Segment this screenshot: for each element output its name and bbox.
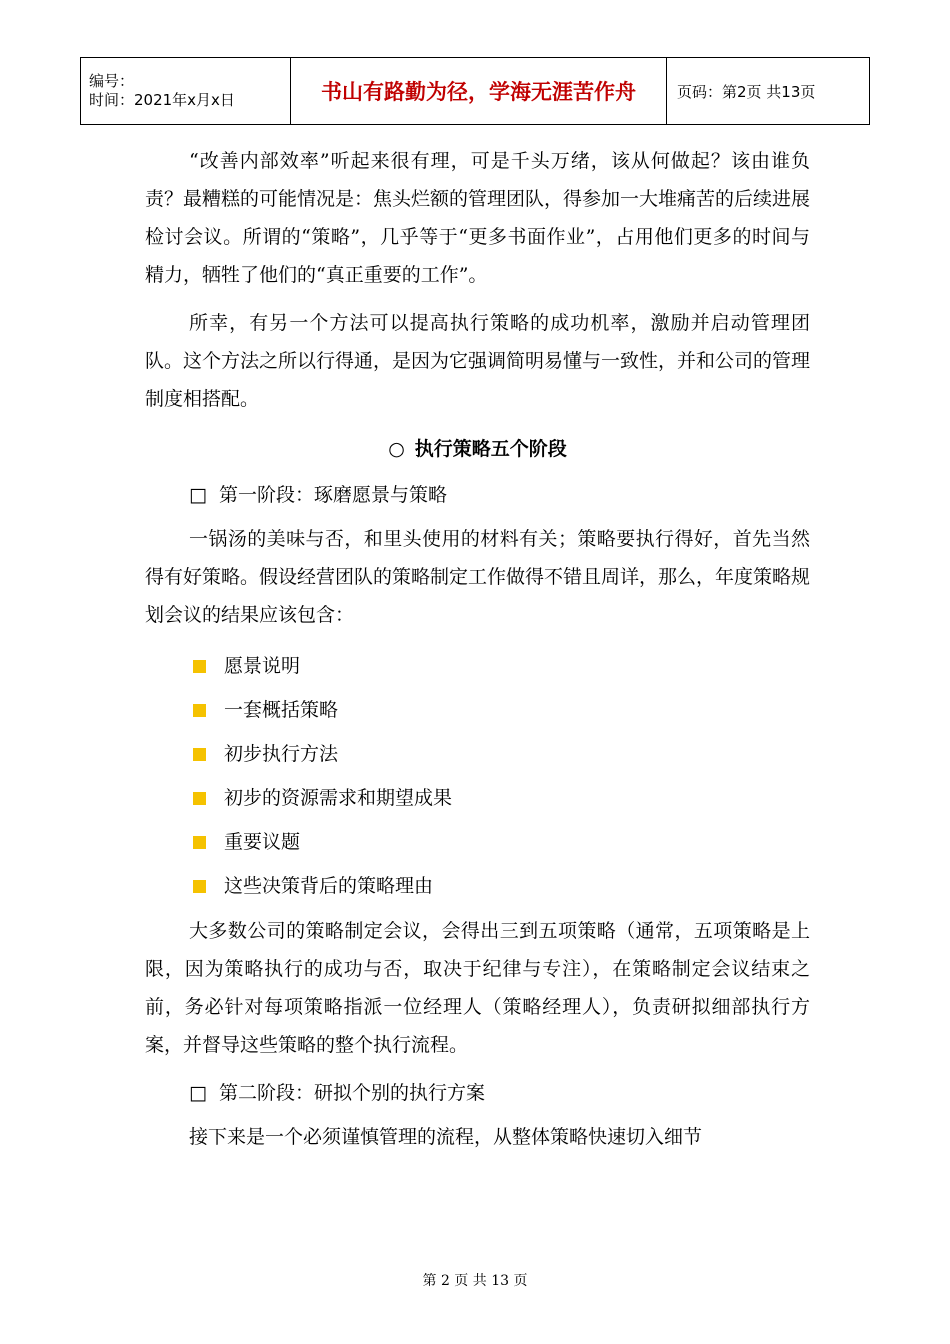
list-item <box>193 820 810 864</box>
yellow-square-bullet-icon <box>193 836 206 849</box>
paragraph: 所幸，有另一个方法可以提高执行策略的成功机率，激励并启动管理团队。这个方法之所以行得通，是因为它强调简明易懂与一致性，并和公司的管理制度相搭配。 <box>145 312 811 410</box>
header-meta <box>81 58 291 125</box>
number-label: 编号： <box>89 72 135 90</box>
list-item <box>193 688 810 732</box>
list-item-text: 这些决策背后的策略理由 <box>224 875 434 897</box>
list-item-text: 愿景说明 <box>224 655 301 677</box>
section-title <box>145 430 810 468</box>
yellow-square-bullet-icon <box>193 704 206 717</box>
paragraph: 大多数公司的策略制定会议，会得出三到五项策略（通常，五项策略是上限，因为策略执行的成功与否，取决于纪律与专注），在策略制定会议结束之前，务必针对每项策略指派一位经理人（策略经理人），负责研拟细部执行方案，并督导这些策略的整个执行流程。 <box>145 920 810 1056</box>
yellow-square-bullet-icon <box>193 660 206 673</box>
paragraph: 一锅汤的美味与否，和里头使用的材料有关；策略要执行得好，首先当然得有好策略。假设经营团队的策略制定工作做得不错且周详，那么，年度策略规划会议的结果应该包含： <box>145 528 811 626</box>
document-header <box>80 57 870 125</box>
yellow-square-bullet-icon <box>193 792 206 805</box>
stage-heading <box>145 1074 810 1112</box>
yellow-square-bullet-icon <box>193 748 206 761</box>
stage-heading <box>145 476 810 514</box>
list-item <box>193 644 810 688</box>
header-page-info: 页码：第2页 共13页 <box>667 58 870 125</box>
stage-title: 第二阶段：研拟个别的执行方案 <box>218 1082 485 1104</box>
list-item-text: 初步执行方法 <box>224 743 339 765</box>
stage-title: 第一阶段：琢磨愿景与策略 <box>218 484 447 506</box>
checkbox-square-icon: □ <box>189 484 207 506</box>
list-item-text: 初步的资源需求和期望成果 <box>224 787 453 809</box>
bullet-list <box>145 644 810 908</box>
list-item-text: 重要议题 <box>224 831 301 853</box>
section-title-text: 执行策略五个阶段 <box>414 438 567 460</box>
list-item <box>193 732 810 776</box>
checkbox-square-icon: □ <box>189 1082 207 1104</box>
page-footer: 第 2 页 共 13 页 <box>422 1273 528 1289</box>
list-item <box>193 776 810 820</box>
paragraph: 接下来是一个必须谨慎管理的流程，从整体策略快速切入细节 <box>189 1126 703 1148</box>
time-label: 时间：2021年x月x日 <box>89 91 235 109</box>
list-item-text: 一套概括策略 <box>224 699 339 721</box>
yellow-square-bullet-icon <box>193 880 206 893</box>
list-item <box>193 864 810 908</box>
document-body <box>145 142 810 1166</box>
header-motto: 书山有路勤为径，学海无涯苦作舟 <box>291 58 667 125</box>
circle-icon: ○ <box>388 438 405 460</box>
paragraph: “改善内部效率”听起来很有理，可是千头万绪，该从何做起？该由谁负责？最糟糕的可能情况是：焦头烂额的管理团队，得参加一大堆痛苦的后续进展检讨会议。所谓的“策略”，几乎等于“更多书面作业”，占用他们更多的时间与精力，牺牲了他们的“真正重要的工作”。 <box>145 150 811 286</box>
